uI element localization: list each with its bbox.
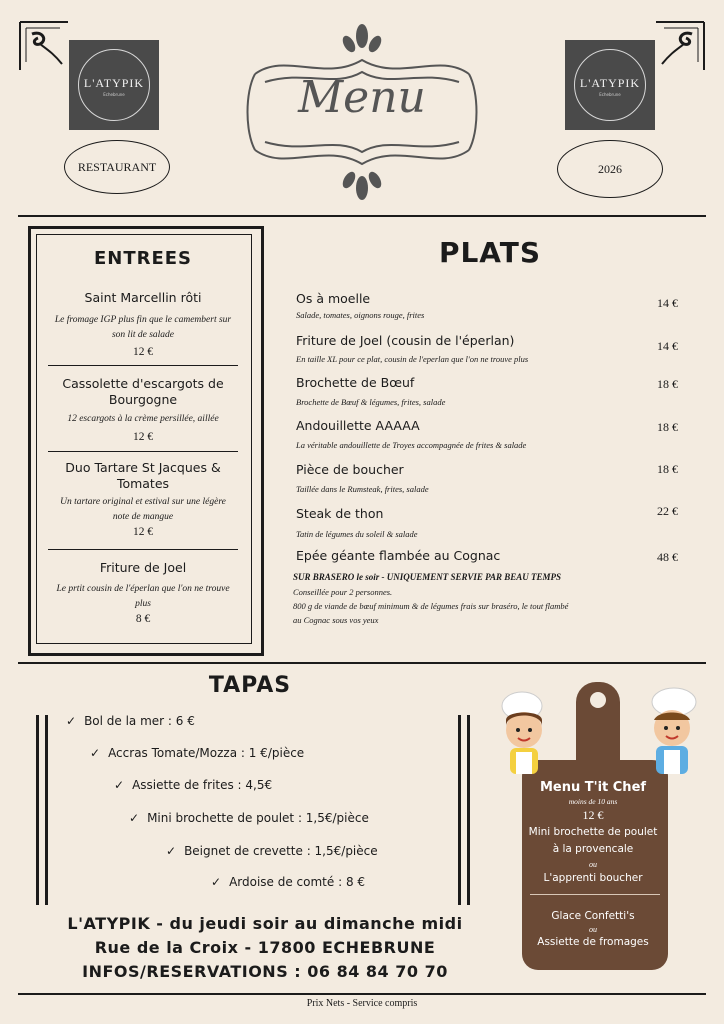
tapas-label: Beignet de crevette : 1,5€/pièce (184, 844, 378, 858)
footer-phone: INFOS/RESERVATIONS : 06 84 84 70 70 (82, 962, 448, 981)
entree-desc: 12 escargots à la crème persillée, aillée (67, 414, 219, 424)
kids-menu-line: Assiette de fromages (537, 936, 649, 948)
plat-price: 48 € (657, 550, 678, 564)
plat-name: Friture de Joel (cousin de l'éperlan) (296, 333, 515, 348)
plat-desc: Brochette de Bœuf & légumes, frites, salade (296, 397, 446, 407)
entree-separator (48, 365, 238, 366)
year-label: 2026 (598, 161, 622, 176)
plat-name: Steak de thon (296, 506, 384, 521)
plat-price: 14 € (657, 296, 678, 310)
plat-desc: Tatin de légumes du soleil & salade (296, 529, 418, 539)
kids-menu-or: ou (589, 925, 597, 934)
plat-name: Os à moelle (296, 291, 371, 306)
kids-menu-title: Menu T'it Chef (539, 780, 647, 795)
plat-price: 18 € (657, 420, 678, 434)
kids-menu-age: moins de 10 ans (568, 797, 618, 806)
logo-text: L'ATYPIK (579, 76, 641, 90)
kids-menu-separator (530, 894, 660, 895)
plat-desc: Taillée dans le Rumsteak, frites, salade (296, 484, 429, 494)
plat-name: Epée géante flambée au Cognac (296, 548, 501, 563)
tapas-item (211, 875, 365, 889)
tapas-bar (36, 715, 39, 905)
entree-price: 12 € (132, 431, 154, 443)
brasero-line: 800 g de viande de bœuf minimum & de légumes frais sur braséro, le tout flambé (293, 601, 569, 611)
tapas-item (129, 811, 369, 825)
kids-menu-line: Glace Confetti's (551, 910, 635, 922)
logo-small-text: Echebrune (103, 92, 125, 97)
plat-desc: En taille XL pour ce plat, cousin de l'eperlan que l'on ne trouve plus (296, 354, 529, 364)
plat-name: Andouillette AAAAA (296, 418, 420, 433)
entree-desc: Un tartare original et estival sur une légère note de mangue (60, 497, 226, 522)
chef-girl-illustration (492, 690, 564, 786)
chef-boy-illustration (634, 686, 710, 786)
kids-menu-or: ou (589, 860, 597, 869)
entrees-title: ENTREES (93, 248, 193, 269)
restaurant-oval (64, 140, 170, 194)
tapas-item (166, 844, 378, 858)
checkmark-icon: ✓ (90, 746, 101, 760)
tapas-label: Accras Tomate/Mozza : 1 €/pièce (108, 746, 305, 760)
checkmark-icon: ✓ (114, 778, 125, 792)
footer-hours: L'ATYPIK - du jeudi soir au dimanche midi (67, 914, 463, 933)
kids-menu-line: Mini brochette de poulet (528, 826, 658, 838)
tapas-bar (458, 715, 461, 905)
tapas-label: Bol de la mer : 6 € (84, 714, 195, 728)
tapas-label: Ardoise de comté : 8 € (229, 875, 366, 889)
menu-title: Menu (298, 72, 426, 123)
plat-name: Pièce de boucher (296, 462, 404, 477)
entree-name: Saint Marcellin rôti (84, 290, 202, 305)
entree-separator (48, 451, 238, 452)
brasero-line: Conseillée pour 2 personnes. (293, 587, 393, 597)
entree-desc: Le fromage IGP plus fin que le camembert sur son lit de salade (54, 315, 232, 340)
corner-ornament-left (18, 20, 70, 72)
checkmark-icon: ✓ (166, 844, 177, 858)
year-oval (557, 140, 663, 198)
tapas-bar (45, 715, 48, 905)
plat-price: 22 € (657, 504, 678, 518)
entree-separator (48, 549, 238, 550)
plat-price: 18 € (657, 462, 678, 476)
entree-name: Cassolette d'escargots de Bourgogne (62, 376, 224, 407)
restaurant-label: RESTAURANT (77, 159, 157, 174)
tapas-item (114, 778, 272, 792)
brasero-line: au Cognac sous vos yeux (293, 615, 379, 625)
logo-text: L'ATYPIK (83, 76, 145, 90)
kids-menu-line: à la provencale (552, 843, 634, 855)
logo-right (565, 40, 655, 130)
footer-note: Prix Nets - Service compris (306, 998, 418, 1009)
divider-middle (18, 662, 706, 664)
entree-desc: Le prtit cousin de l'éperlan que l'on ne trouve plus (56, 584, 230, 609)
tapas-bar (467, 715, 470, 905)
entree-name: Friture de Joel (99, 560, 187, 575)
logo-small-text: Echebrune (599, 92, 621, 97)
checkmark-icon: ✓ (129, 811, 140, 825)
entree-price: 8 € (135, 613, 151, 625)
divider-top (18, 215, 706, 217)
brasero-heading: SUR BRASERO le soir - UNIQUEMENT SERVIE PAR BEAU TEMPS (293, 572, 561, 582)
plat-price: 18 € (657, 377, 678, 391)
corner-ornament-right (654, 20, 706, 72)
plat-name: Brochette de Bœuf (296, 375, 415, 390)
tapas-title: TAPAS (208, 673, 292, 698)
entree-price: 12 € (132, 526, 154, 538)
plat-desc: Salade, tomates, oignons rouge, frites (296, 310, 425, 320)
checkmark-icon: ✓ (66, 714, 77, 728)
tapas-label: Mini brochette de poulet : 1,5€/pièce (147, 811, 369, 825)
tapas-label: Assiette de frites : 4,5€ (132, 778, 273, 792)
tapas-item (90, 746, 304, 760)
entree-name: Duo Tartare St Jacques & Tomates (65, 460, 221, 491)
plat-price: 14 € (657, 339, 678, 353)
logo-left (69, 40, 159, 130)
divider-bottom (18, 993, 706, 995)
entree-price: 12 € (132, 346, 154, 358)
footer-address: Rue de la Croix - 17800 ECHEBRUNE (94, 938, 436, 957)
board-hole (590, 692, 606, 708)
checkmark-icon: ✓ (211, 875, 222, 889)
kids-menu-price: 12 € (582, 808, 604, 822)
kids-menu-line: L'apprenti boucher (543, 872, 643, 884)
plats-title: PLATS (438, 236, 542, 269)
plat-desc: La véritable andouillette de Troyes accompagnée de frites & salade (296, 440, 527, 450)
tapas-item (66, 714, 195, 728)
